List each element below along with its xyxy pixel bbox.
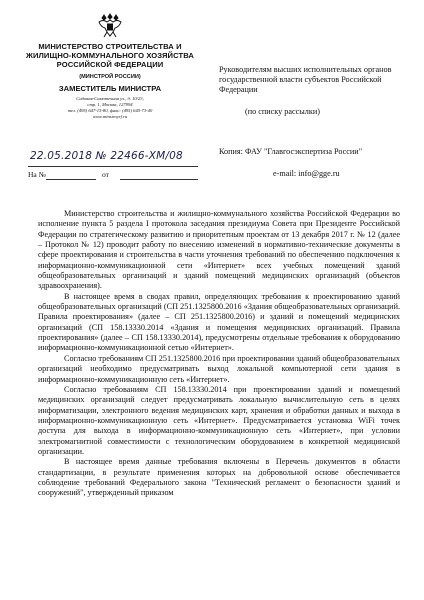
address-line: тел. (495) 647-15-80, факс: (495) 645-73-40 — [67, 107, 153, 113]
body-paragraph: Согласно требованиям СП 158.13330.2014 при проектировании зданий и помещений медицинских организаций следует предусматривать локальную вычислительную сеть в целях информатизации, электронного ведения медицинских карт, хранения и обработки данных и выхода в информационно-коммуникационную сеть «Интернет». Предусматривается установка WiFi точек доступа для выхода в информационно-коммуникационную сеть «Интернет», при условии электромагнитной совместимости с технологическим оборудованием в конкретной медицинской организации. — [38, 384, 400, 456]
outgoing-registration — [28, 152, 203, 168]
body-paragraph: Министерство строительства и жилищно-коммунального хозяйства Российской Федерации во исполнение пункта 5 раздела I протокола заседания президиума Совета при Президенте Российской Федерации по стратегическому развитию и приоритетным проектам от 13 декабря 2017 г. № 12 (далее – Протокол № 12) проводит работу по внесению изменений в нормативно-технические документы в сфере проектирования и строительства в части уточнения требований по обеспечению подключения к информационно-коммуникационной сети «Интернет» всех учебных помещений зданий общеобразовательных организаций и зданий помещений медицинских организаций (объектов здравоохранения). — [38, 209, 400, 291]
reference-number-label: На № — [28, 170, 46, 179]
address-line: стр. 1, Москва, 127994 — [87, 101, 133, 107]
registration-underline — [28, 166, 198, 167]
addressee: Руководителям высших исполнительных органов государственной власти субъектов Российской Федерации — [219, 65, 392, 95]
body-paragraph: В настоящее время данные требования включены в Перечень документов в области стандартизации, в результате применения которых на добровольной основе обеспечивается соблюдение требований Федерального закона "Технический регламент о безопасности зданий и сооружений", утвержденный приказом — [38, 457, 400, 498]
address-line: Садовая-Самотечная ул., д. 10/23, — [76, 95, 144, 101]
signatory-position: ЗАМЕСТИТЕЛЬ МИНИСТРА — [58, 83, 162, 93]
copy-recipient-email: e-mail: info@gge.ru — [273, 169, 340, 178]
reference-number-underline — [46, 179, 96, 180]
handwritten-date-number: 22.05.2018 № 22466-ХМ/08 — [30, 150, 183, 162]
body-paragraph: Согласно требованиям СП 251.1325800.2016 при проектировании зданий общеобразовательных организаций необходимо предусматривать выход локальной компьютерной сети здания в информационно-коммуникационную сеть «Интернет». — [38, 353, 400, 384]
reference-date-underline — [120, 179, 198, 180]
incoming-reference — [28, 170, 203, 184]
ministry-address — [24, 96, 196, 120]
letter-body — [38, 209, 400, 499]
reference-date-label: от — [102, 170, 109, 179]
copy-recipient: Копия: ФАУ "Главгосэкспертиза России" — [219, 147, 363, 156]
address-line: www.minstroyrf.ru — [92, 113, 128, 119]
ministry-title: МИНИСТЕРСТВО СТРОИТЕЛЬСТВА И ЖИЛИЩНО-КОММУНАЛЬНОГО ХОЗЯЙСТВА РОССИЙСКОЙ ФЕДЕРАЦИИ — [25, 42, 195, 70]
ministry-short-name: (МИНСТРОЙ РОССИИ) — [79, 73, 141, 80]
letterhead — [24, 10, 196, 120]
mailing-list-note: (по списку рассылки) — [245, 107, 320, 116]
coat-of-arms-icon — [95, 10, 125, 40]
body-paragraph: В настоящее время в сводах правил, определяющих требования к проектированию зданий общеобразовательных организаций (СП 251.1325800.2016 «Здания общеобразовательных организаций. Правила проектирования» (далее – СП 251.1325800.2016) и зданий и помещений медицинских организаций (СП 158.13330.2014 «Здания и помещения медицинских организаций. Правила проектирования» (далее – СП 158.13330.2014), предусмотрены отдельные требования к оборудованию информационно-коммуникационной сетью «Интернет». — [38, 291, 400, 353]
